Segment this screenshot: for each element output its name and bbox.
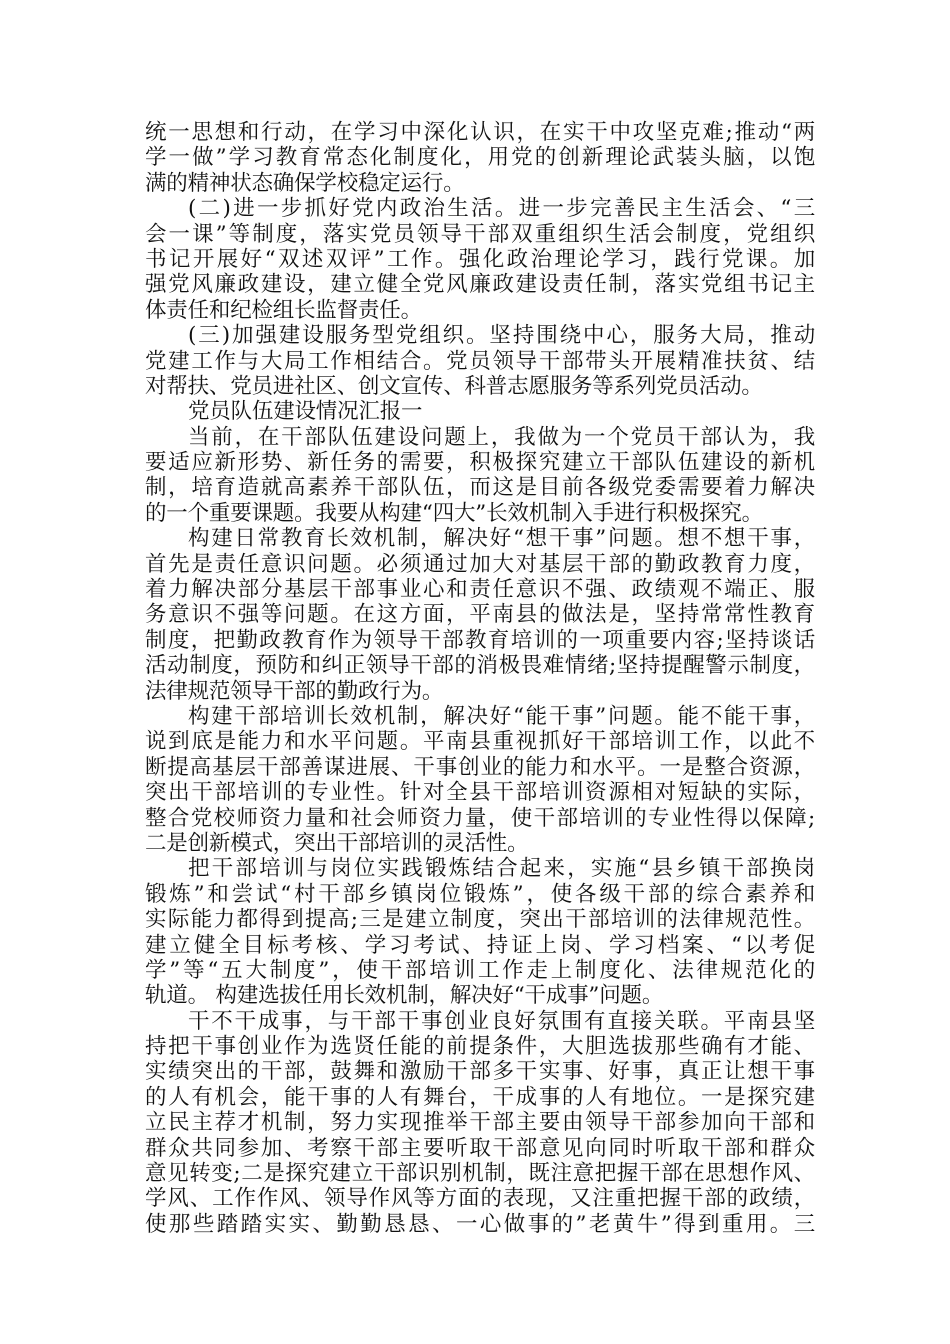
text-line: 实绩突出的干部，鼓舞和激励干部多干实事、好事，真正让想干事 [145, 1059, 815, 1085]
text-line: 群众共同参加、考察干部主要听取干部意见向同时听取干部和群众 [145, 1135, 815, 1161]
text-line: 实际能力都得到提高;三是建立制度，突出干部培训的法律规范性。 [145, 907, 815, 933]
text-line: 整合党校师资力量和社会师资力量，使干部培训的专业性得以保障; [145, 805, 815, 831]
text-line: 建立健全目标考核、学习考试、持证上岗、学习档案、“以考促 [145, 932, 815, 958]
text-line: 使那些踏踏实实、勤勤恳恳、一心做事的”老黄牛”得到重用。三 [145, 1211, 815, 1237]
text-line: 立民主荐才机制，努力实现推举干部主要由领导干部参加向干部和 [145, 1110, 815, 1136]
text-line: 书记开展好“双述双评”工作。强化政治理论学习，践行党课。加 [145, 246, 815, 272]
text-line: 学一做”学习教育常态化制度化，用党的创新理论武装头脑，以饱 [145, 145, 815, 171]
text-line: 学”等“五大制度”，使干部培训工作走上制度化、法律规范化的 [145, 957, 815, 983]
text-line: 满的精神状态确保学校稳定运行。 [145, 170, 465, 196]
text-line: 党建工作与大局工作相结合。党员领导干部带头开展精准扶贫、结 [145, 348, 815, 374]
text-line: 突出干部培训的专业性。针对全县干部培训资源相对短缺的实际， [145, 780, 815, 806]
text-line: 法律规范领导干部的勤政行为。 [145, 678, 444, 704]
text-line: 断提高基层干部善谋进展、干事创业的能力和水平。一是整合资源， [145, 754, 815, 780]
section-heading: 党员队伍建设情况汇报一 [188, 399, 423, 425]
text-line: 活动制度，预防和纠正领导干部的消极畏难情绪;坚持提醒警示制度， [145, 653, 815, 679]
text-line: 会一课”等制度，落实党员领导干部双重组织生活会制度，党组织 [145, 221, 815, 247]
text-line: 着力解决部分基层干部事业心和责任意识不强、政绩观不端正、服 [145, 577, 815, 603]
text-line: 构建日常教育长效机制，解决好“想干事”问题。想不想干事， [188, 526, 815, 552]
text-line: 构建干部培训长效机制，解决好“能干事”问题。能不能干事， [188, 703, 815, 729]
text-line: 统一思想和行动，在学习中深化认识，在实干中攻坚克难;推动“两 [145, 120, 815, 145]
text-line: 对帮扶、党员进社区、创文宣传、科普志愿服务等系列党员活动。 [145, 373, 763, 399]
text-line: (三)加强建设服务型党组织。坚持围绕中心，服务大局，推动 [188, 323, 815, 349]
text-line: 说到底是能力和水平问题。平南县重视抓好干部培训工作，以此不 [145, 729, 815, 755]
text-line: 首先是责任意识问题。必须通过加大对基层干部的勤政教育力度， [145, 551, 815, 577]
text-line: 体责任和纪检组长监督责任。 [145, 297, 422, 323]
text-line: 制，培育造就高素养干部队伍，而这是目前各级党委需要着力解决 [145, 475, 815, 501]
text-line: 强党风廉政建设，建立健全党风廉政建设责任制，落实党组书记主 [145, 272, 815, 298]
text-line: 学风、工作作风、领导作风等方面的表现，又注重把握干部的政绩， [145, 1186, 815, 1212]
text-line: 轨道。 构建选拔任用长效机制，解决好“干成事”问题。 [145, 983, 664, 1009]
text-line: 干不干成事，与干部干事创业良好氛围有直接关联。平南县坚 [188, 1008, 815, 1034]
text-line: 锻炼”和尝试“村干部乡镇岗位锻炼”，使各级干部的综合素养和 [145, 881, 815, 907]
text-line: 的一个重要课题。我要从构建“四大”长效机制入手进行积极探究。 [145, 500, 763, 526]
text-line: 制度，把勤政教育作为领导干部教育培训的一项重要内容;坚持谈话 [145, 627, 815, 653]
text-line: 持把干事创业作为选贤任能的前提条件，大胆选拔那些确有才能、 [145, 1034, 815, 1060]
text-line: 的人有机会，能干事的人有舞台，干成事的人有地位。一是探究建 [145, 1084, 815, 1110]
text-line: (二)进一步抓好党内政治生活。进一步完善民主生活会、“三 [188, 196, 815, 222]
text-line: 把干部培训与岗位实践锻炼结合起来，实施“县乡镇干部换岗 [188, 856, 815, 882]
document-body [145, 120, 815, 1237]
text-line: 务意识不强等问题。在这方面，平南县的做法是，坚持常常性教育 [145, 602, 815, 628]
text-line: 当前，在干部队伍建设问题上，我做为一个党员干部认为，我 [188, 424, 815, 450]
text-line: 意见转变;二是探究建立干部识别机制，既注意把握干部在思想作风、 [145, 1161, 815, 1187]
text-line: 要适应新形势、新任务的需要，积极探究建立干部队伍建设的新机 [145, 450, 815, 476]
text-line: 二是创新模式，突出干部培训的灵活性。 [145, 830, 529, 856]
